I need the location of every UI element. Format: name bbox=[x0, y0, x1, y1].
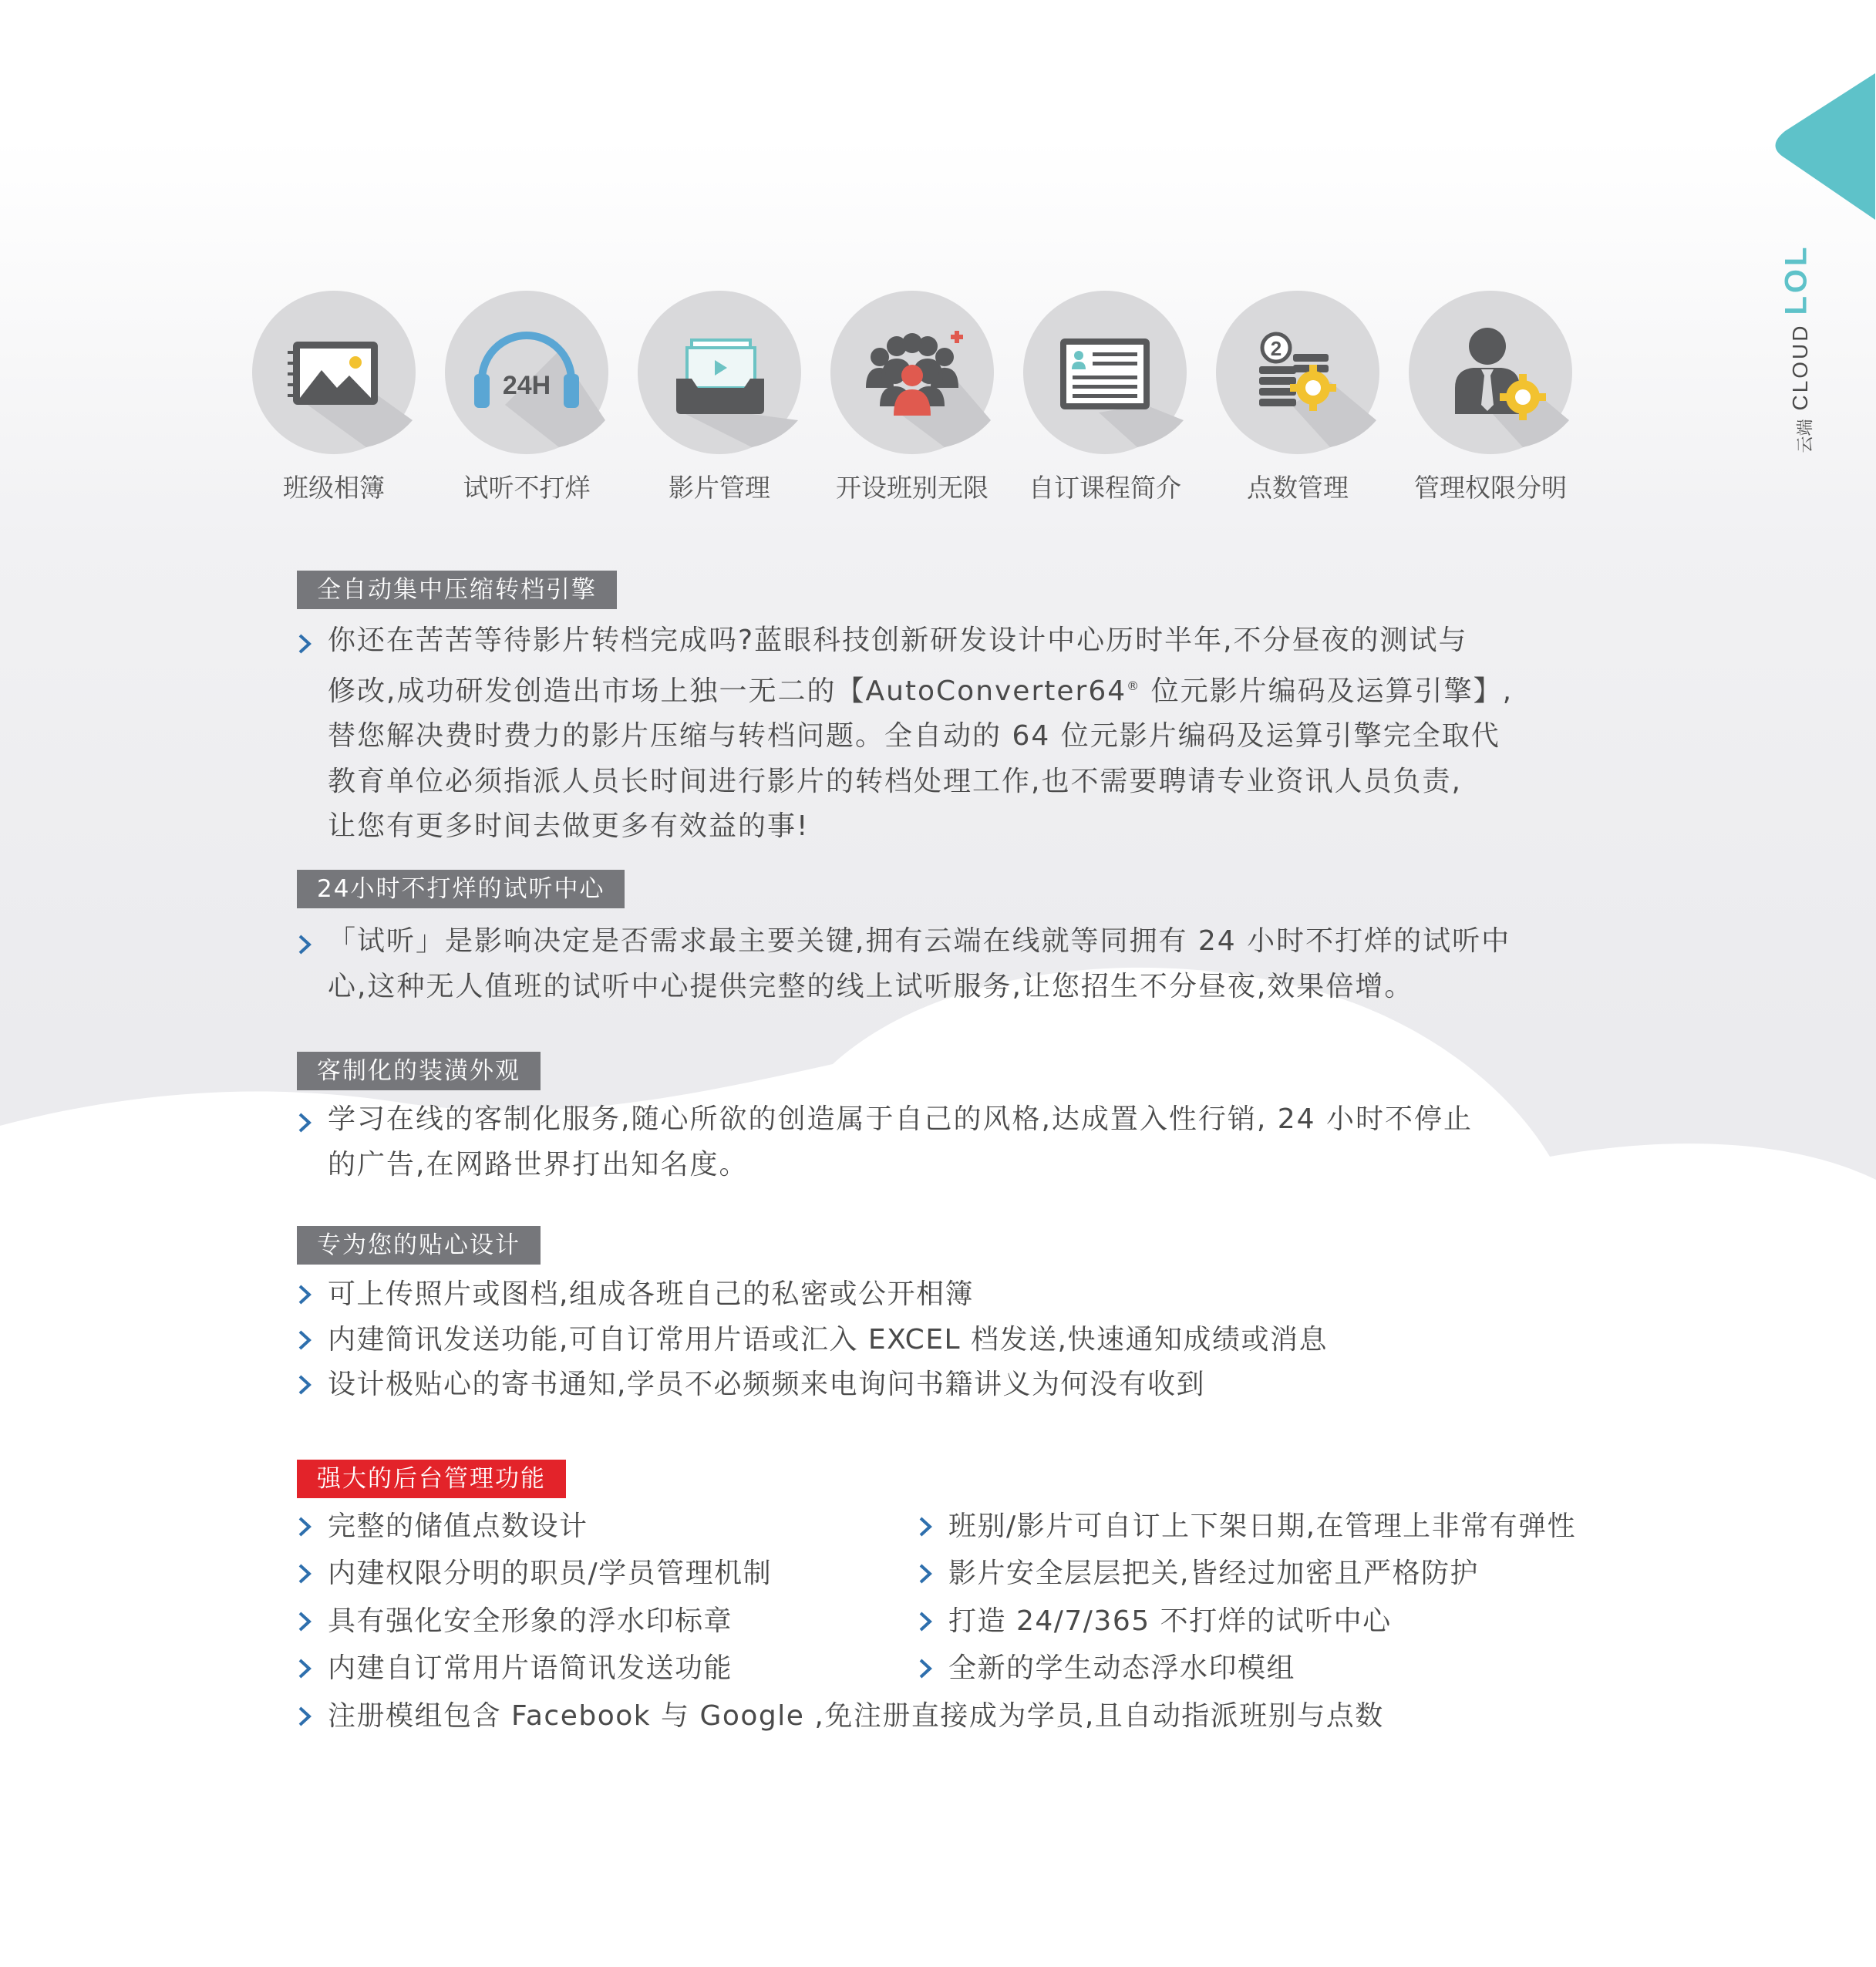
feature-label: 自订课程简介 bbox=[1029, 473, 1181, 503]
points-coins-gear-icon bbox=[1214, 289, 1381, 456]
brand-chinese: 云端 bbox=[1796, 419, 1816, 453]
feature-label: 管理权限分明 bbox=[1414, 473, 1567, 503]
brand-lol: LOL bbox=[1779, 244, 1814, 315]
feature-label: 班级相簿 bbox=[283, 473, 385, 503]
chevron-right-icon bbox=[297, 1373, 314, 1396]
chevron-right-icon bbox=[297, 1329, 314, 1352]
brand-triangle-icon bbox=[0, 0, 1876, 231]
photo-album-icon bbox=[251, 289, 417, 456]
list-item: 影片安全层层把关,皆经过加密且严格防护 bbox=[918, 1554, 1479, 1593]
chevron-right-icon bbox=[918, 1515, 935, 1538]
people-group-plus-icon bbox=[829, 289, 995, 456]
chevron-right-icon bbox=[297, 1705, 314, 1728]
headphones-24h-icon bbox=[443, 289, 610, 456]
paragraph-line: 替您解决费时费力的影片压缩与转档问题。全自动的 64 位元影片编码及运算引擎完全取代 bbox=[328, 720, 1500, 752]
chevron-right-icon bbox=[297, 1562, 314, 1585]
section-title-thoughtful-design: 专为您的贴心设计 bbox=[297, 1226, 541, 1265]
feature-label: 点数管理 bbox=[1247, 473, 1349, 503]
feature-icons-row bbox=[251, 289, 1585, 505]
chevron-right-icon bbox=[297, 1657, 314, 1680]
section-body-custom-appearance bbox=[297, 1097, 1581, 1187]
feature-label: 影片管理 bbox=[669, 473, 770, 503]
feature-photo-album bbox=[251, 289, 417, 504]
feature-unlimited-classes bbox=[829, 289, 995, 504]
admin-user-gear-icon bbox=[1407, 289, 1574, 456]
feature-label: 试听不打烊 bbox=[463, 473, 591, 503]
chevron-right-icon bbox=[918, 1657, 935, 1680]
section-title-trial-center: 24小时不打烊的试听中心 bbox=[297, 870, 625, 908]
section-title-auto-converter: 全自动集中压缩转档引擎 bbox=[297, 571, 617, 609]
paragraph-line: 修改,成功研发创造出市场上独一无二的【AutoConverter64® 位元影片编码及运算引擎】, bbox=[328, 675, 1514, 707]
paragraph-line: 心,这种无人值班的试听中心提供完整的线上试听服务,让您招生不分昼夜,效果倍增。 bbox=[328, 970, 1414, 1002]
feature-video-management bbox=[636, 289, 803, 504]
chevron-right-icon bbox=[297, 632, 314, 655]
paragraph-line: 教育单位必须指派人员长时间进行影片的转档处理工作,也不需要聘请专业资讯人员负责, bbox=[328, 765, 1462, 797]
feature-label: 开设班别无限 bbox=[836, 473, 989, 503]
list-item: 可上传照片或图档,组成各班自己的私密或公开相簿 bbox=[297, 1275, 974, 1314]
paragraph-line: 「试听」是影响决定是否需求最主要关键,拥有云端在线就等同拥有 24 小时不打烊的试听中 bbox=[328, 925, 1511, 957]
paragraph-line: 学习在线的客制化服务,随心所欲的创造属于自己的风格,达成置入性行销, 24 小时不停止 bbox=[328, 1103, 1474, 1135]
list-item: 内建权限分明的职员/学员管理机制 bbox=[297, 1554, 772, 1593]
list-item: 内建自订常用片语简讯发送功能 bbox=[297, 1649, 733, 1688]
paragraph-line: 让您有更多时间去做更多有效益的事! bbox=[328, 810, 810, 842]
list-item: 打造 24/7/365 不打烊的试听中心 bbox=[918, 1602, 1392, 1641]
paragraph-line: 的广告,在网路世界打出知名度。 bbox=[328, 1148, 749, 1181]
svg-text:24H: 24H bbox=[502, 371, 551, 400]
chevron-right-icon bbox=[297, 1111, 314, 1134]
list-item: 具有强化安全形象的浮水印标章 bbox=[297, 1602, 733, 1641]
feature-trial-24h bbox=[443, 289, 610, 504]
list-item: 完整的储值点数设计 bbox=[297, 1507, 588, 1546]
chevron-right-icon bbox=[918, 1610, 935, 1633]
feature-points-management bbox=[1214, 289, 1381, 504]
chevron-right-icon bbox=[297, 1283, 314, 1306]
section-title-custom-appearance: 客制化的装潢外观 bbox=[297, 1052, 541, 1090]
chevron-right-icon bbox=[297, 933, 314, 956]
brand-cloud: CLOUD bbox=[1788, 323, 1812, 411]
list-item: 注册模组包含 Facebook 与 Google ,免注册直接成为学员,且自动指派班别与点数 bbox=[297, 1697, 1384, 1736]
chevron-right-icon bbox=[918, 1562, 935, 1585]
feature-admin-permissions bbox=[1407, 289, 1574, 504]
chevron-right-icon bbox=[297, 1515, 314, 1538]
course-profile-card-icon bbox=[1022, 289, 1188, 456]
list-item: 班别/影片可自订上下架日期,在管理上非常有弹性 bbox=[918, 1507, 1576, 1546]
section-title-backend-management: 强大的后台管理功能 bbox=[297, 1460, 566, 1498]
list-item: 设计极贴心的寄书通知,学员不必频频来电询问书籍讲义为何没有收到 bbox=[297, 1366, 1205, 1404]
list-item: 内建简讯发送功能,可自订常用片语或汇入 EXCEL 档发送,快速通知成绩或消息 bbox=[297, 1321, 1328, 1359]
video-tray-icon bbox=[636, 289, 803, 456]
section-body-trial-center bbox=[297, 919, 1581, 1009]
feature-course-profile bbox=[1022, 289, 1188, 504]
section-body-auto-converter bbox=[297, 618, 1581, 850]
vertical-brand bbox=[1781, 224, 1835, 455]
paragraph-line: 你还在苦苦等待影片转档完成吗?蓝眼科技创新研发设计中心历时半年,不分昼夜的测试与 bbox=[328, 625, 1468, 656]
chevron-right-icon bbox=[297, 1610, 314, 1633]
svg-text:2: 2 bbox=[1270, 337, 1282, 360]
list-item: 全新的学生动态浮水印模组 bbox=[918, 1649, 1295, 1688]
